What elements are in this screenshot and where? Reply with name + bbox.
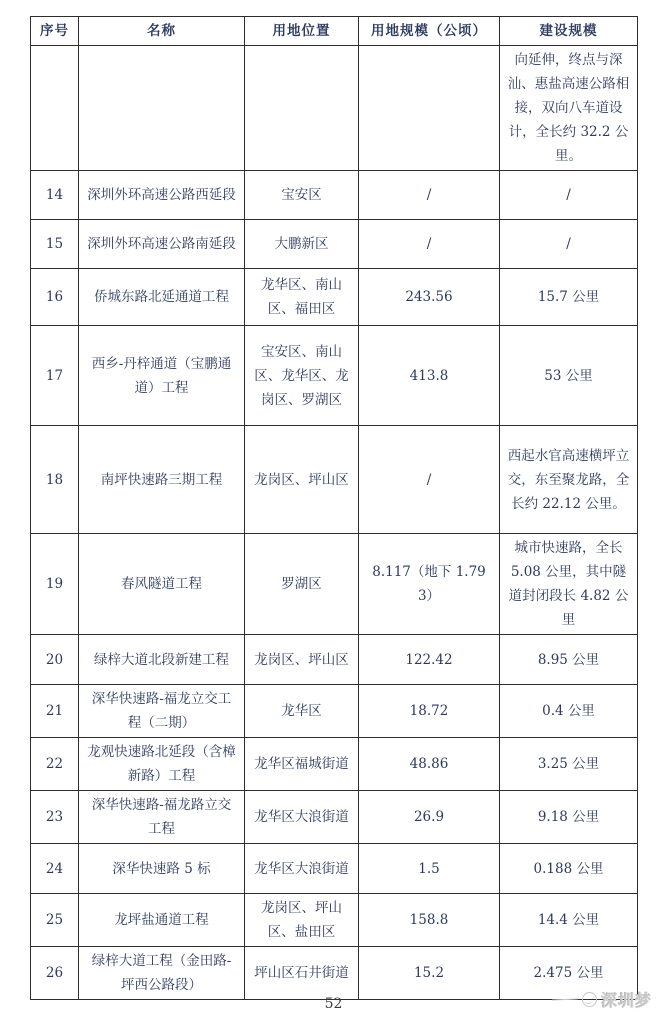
cell-name: 春风隧道工程: [79, 534, 245, 635]
cell-land: 413.8: [359, 326, 500, 426]
cell-no: 23: [31, 791, 79, 844]
cell-land: 15.2: [359, 947, 500, 1000]
cell-construction: 向延伸，终点与深汕、惠盐高速公路相接，双向八车道设计，全长约 32.2 公里。: [500, 46, 638, 171]
cell-construction: 9.18 公里: [500, 791, 638, 844]
table-row: [31, 738, 638, 791]
cell-no: 21: [31, 685, 79, 738]
cell-location: 罗湖区: [245, 534, 359, 635]
table-row: [31, 685, 638, 738]
cell-construction: /: [500, 171, 638, 220]
cell-construction: 8.95 公里: [500, 635, 638, 685]
table-row: [31, 426, 638, 534]
cell-construction: 0.4 公里: [500, 685, 638, 738]
cell-no: 25: [31, 894, 79, 947]
header-name: 名称: [79, 17, 245, 46]
table-row: [31, 269, 638, 326]
header-no: 序号: [31, 17, 79, 46]
table-row: [31, 635, 638, 685]
table-row: [31, 844, 638, 894]
cell-name: 龙观快速路北延段（含樟新路）工程: [79, 738, 245, 791]
page-number: 52: [324, 996, 343, 1012]
watermark-label: 深圳梦: [600, 991, 652, 1010]
table-row: [31, 534, 638, 635]
cell-land: 158.8: [359, 894, 500, 947]
cell-location: 龙岗区、坪山区: [245, 635, 359, 685]
cell-land: 1.5: [359, 844, 500, 894]
cell-no: 16: [31, 269, 79, 326]
cell-construction: 14.4 公里: [500, 894, 638, 947]
cell-no: [31, 46, 79, 171]
cell-location: 宝安区: [245, 171, 359, 220]
watermark: [552, 988, 652, 1011]
cell-land: /: [359, 220, 500, 269]
header-location: 用地位置: [245, 17, 359, 46]
cell-name: 侨城东路北延通道工程: [79, 269, 245, 326]
cell-name: 西乡-丹梓通道（宝鹏通道）工程: [79, 326, 245, 426]
cell-land: /: [359, 426, 500, 534]
cell-no: 17: [31, 326, 79, 426]
cell-name: 深华快速路-福龙立交工程（二期）: [79, 685, 245, 738]
cell-land: 8.117（地下 1.793）: [359, 534, 500, 635]
table-row: [31, 171, 638, 220]
cell-location: 坪山区石井街道: [245, 947, 359, 1000]
cell-location: 龙岗区、坪山区、盐田区: [245, 894, 359, 947]
cell-location: 龙华区大浪街道: [245, 844, 359, 894]
cell-land: /: [359, 171, 500, 220]
watermark-swoosh-line: [552, 998, 578, 1000]
cell-construction: 0.188 公里: [500, 844, 638, 894]
cell-no: 15: [31, 220, 79, 269]
cell-location: [245, 46, 359, 171]
cell-no: 26: [31, 947, 79, 1000]
header-construction: 建设规模: [500, 17, 638, 46]
table-row: [31, 220, 638, 269]
cell-land: 26.9: [359, 791, 500, 844]
cell-no: 18: [31, 426, 79, 534]
cell-name: 绿梓大道北段新建工程: [79, 635, 245, 685]
cell-location: 龙华区: [245, 685, 359, 738]
cell-land: 243.56: [359, 269, 500, 326]
cell-name: 深圳外环高速公路西延段: [79, 171, 245, 220]
cell-location: 龙华区福城街道: [245, 738, 359, 791]
cell-construction: 城市快速路，全长 5.08 公里，其中隧道封闭段长 4.82 公里: [500, 534, 638, 635]
cell-location: 大鹏新区: [245, 220, 359, 269]
cell-land: 48.86: [359, 738, 500, 791]
cell-construction: 西起水官高速横坪立交，东至聚龙路，全长约 22.12 公里。: [500, 426, 638, 534]
cell-construction: 15.7 公里: [500, 269, 638, 326]
cell-construction: 3.25 公里: [500, 738, 638, 791]
cell-name: 南坪快速路三期工程: [79, 426, 245, 534]
cell-name: 绿梓大道工程（金田路-坪西公路段）: [79, 947, 245, 1000]
cell-land: 18.72: [359, 685, 500, 738]
cell-construction: 2.475 公里: [500, 947, 638, 1000]
table-row: [31, 894, 638, 947]
cell-location: 龙华区、南山区、福田区: [245, 269, 359, 326]
cell-name: 深圳外环高速公路南延段: [79, 220, 245, 269]
table-row: [31, 46, 638, 171]
cell-construction: 53 公里: [500, 326, 638, 426]
table-row: [31, 326, 638, 426]
cell-location: 龙华区大浪街道: [245, 791, 359, 844]
cell-name: 深华快速路 5 标: [79, 844, 245, 894]
cell-no: 14: [31, 171, 79, 220]
table-row: [31, 791, 638, 844]
cell-name: 龙坪盐通道工程: [79, 894, 245, 947]
land-use-projects-table: [30, 16, 638, 1000]
table-row: [31, 947, 638, 1000]
cell-no: 20: [31, 635, 79, 685]
cell-location: 龙岗区、坪山区: [245, 426, 359, 534]
watermark-logo-icon: [582, 992, 597, 1007]
cell-land: [359, 46, 500, 171]
cell-no: 22: [31, 738, 79, 791]
cell-no: 24: [31, 844, 79, 894]
cell-construction: /: [500, 220, 638, 269]
cell-no: 19: [31, 534, 79, 635]
cell-name: [79, 46, 245, 171]
cell-location: 宝安区、南山区、龙华区、龙岗区、罗湖区: [245, 326, 359, 426]
cell-land: 122.42: [359, 635, 500, 685]
header-land: 用地规模（公顷）: [359, 17, 500, 46]
table-header-row: [31, 17, 638, 46]
cell-name: 深华快速路-福龙路立交工程: [79, 791, 245, 844]
